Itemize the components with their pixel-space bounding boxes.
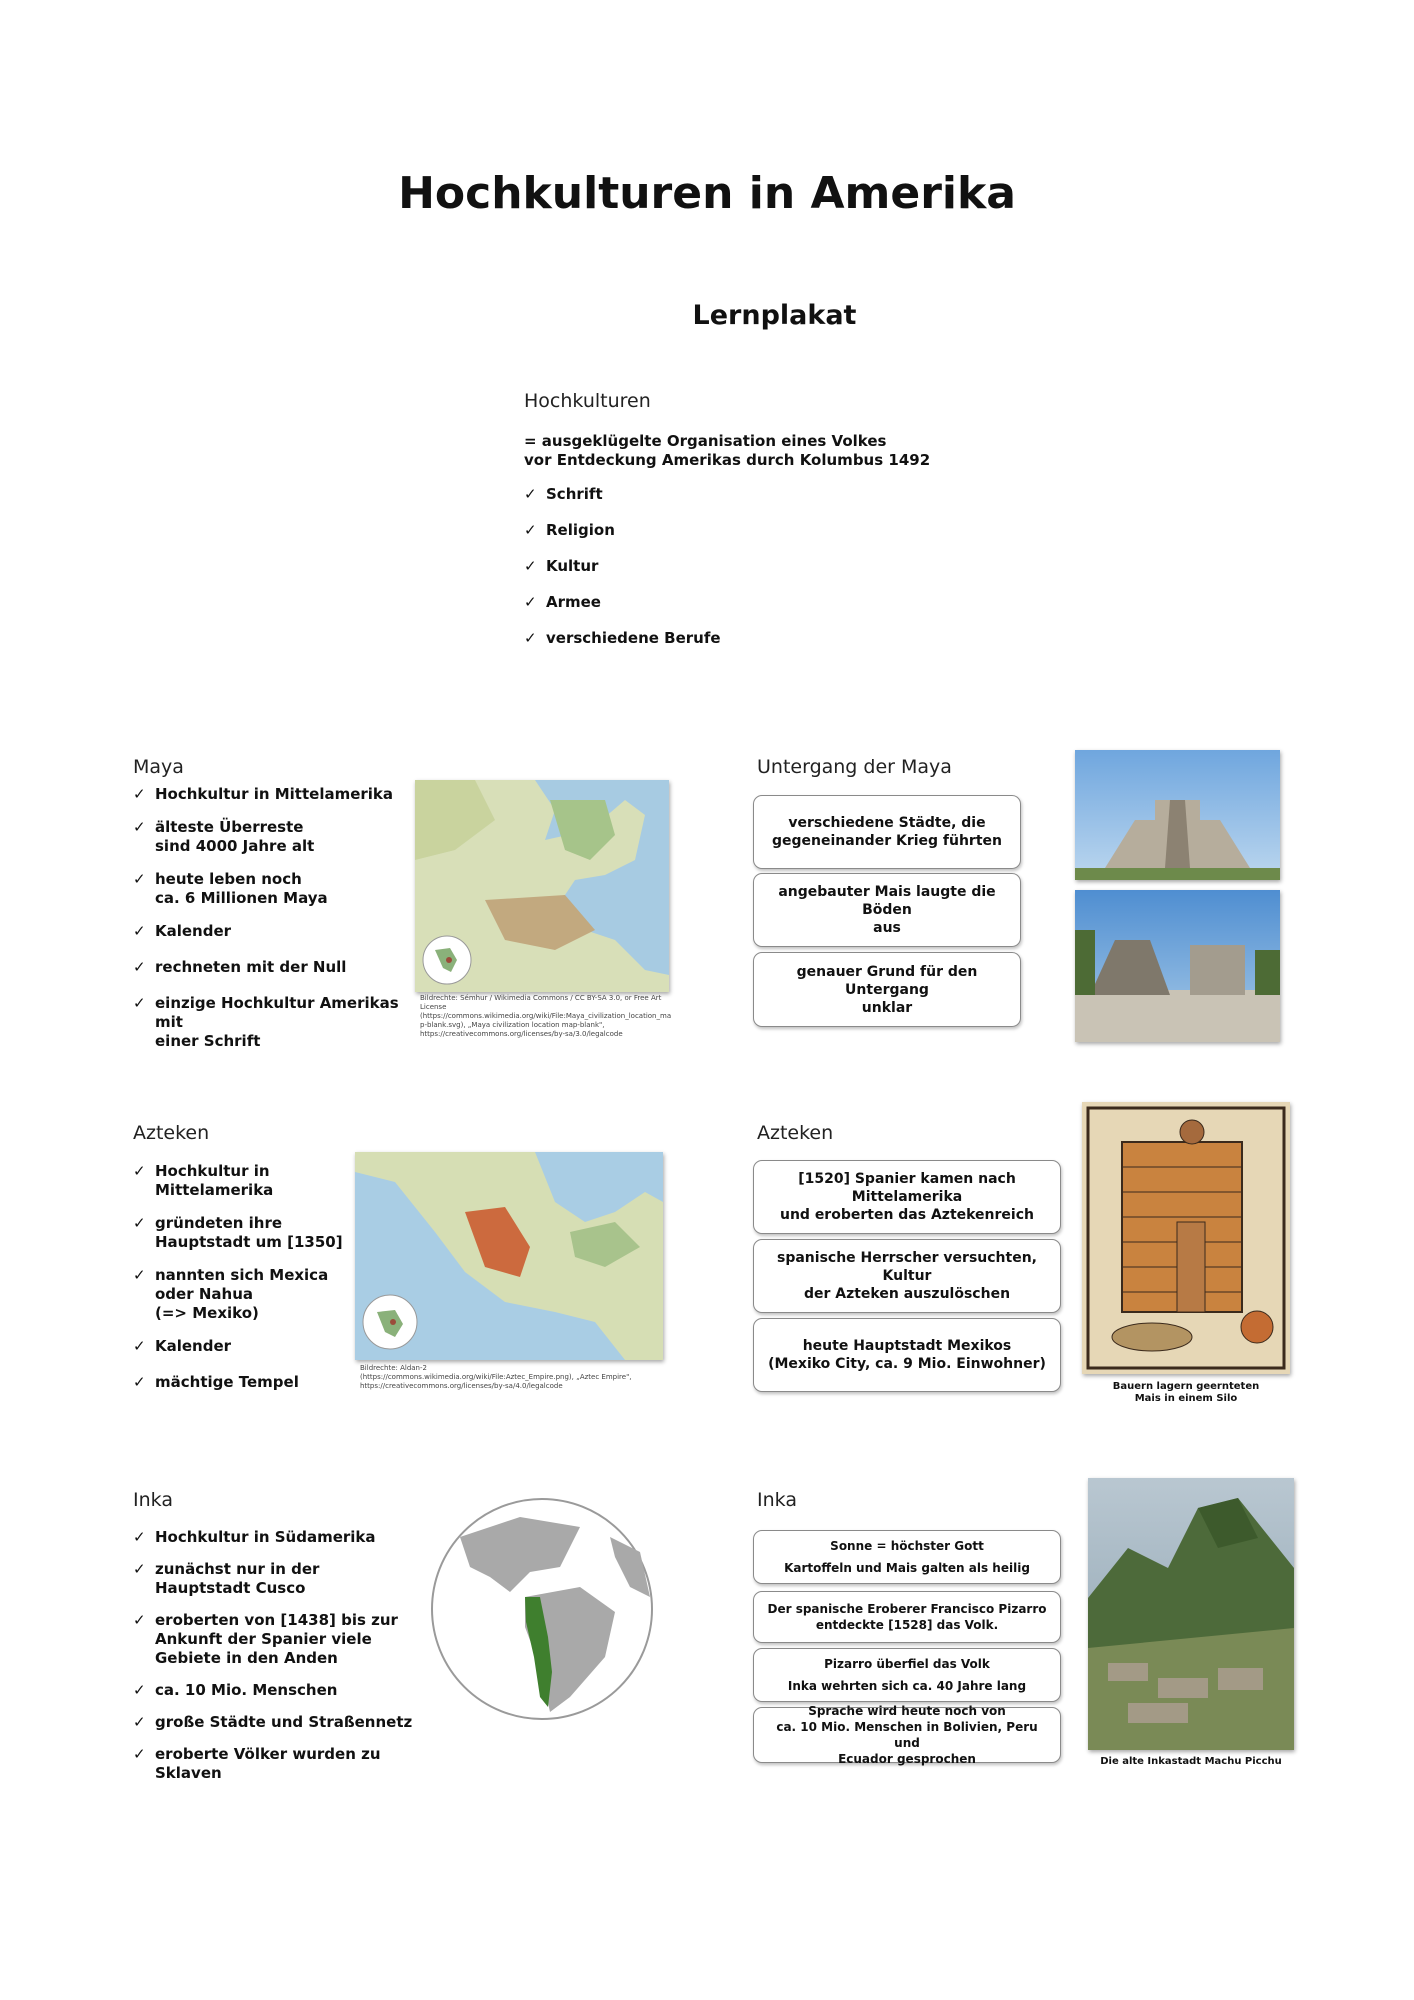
check-icon: ✓ — [524, 521, 537, 539]
inca-right-heading: Inka — [757, 1489, 797, 1511]
check-icon: ✓ — [133, 1681, 146, 1699]
maya-fall-heading: Untergang der Maya — [757, 756, 952, 778]
list-item: ✓ älteste Überreste sind 4000 Jahre alt — [133, 818, 315, 855]
check-icon: ✓ — [524, 629, 537, 647]
list-item: ✓ mächtige Tempel — [133, 1373, 299, 1391]
check-icon: ✓ — [133, 1214, 146, 1232]
list-item: ✓ Hochkultur in Südamerika — [133, 1528, 376, 1546]
list-item: ✓ verschiedene Berufe — [524, 629, 721, 647]
inca-globe — [430, 1497, 655, 1722]
inca-box-text: Inka wehrten sich ca. 40 Jahre lang — [787, 1679, 1027, 1693]
check-icon: ✓ — [133, 1266, 146, 1284]
list-item: ✓ rechneten mit der Null — [133, 958, 347, 976]
list-item: ✓ Kultur — [524, 557, 599, 575]
page-subtitle: Lernplakat — [692, 300, 857, 331]
inca-box-attack — [753, 1648, 1061, 1702]
aztec-box: spanische Herrscher versuchten, Kultur der Azteken auszulöschen — [753, 1239, 1061, 1313]
intro-list — [524, 485, 721, 648]
inca-list — [133, 1528, 433, 1783]
check-icon: ✓ — [133, 1611, 146, 1629]
codex-image — [1082, 1102, 1290, 1374]
check-icon: ✓ — [133, 1528, 146, 1546]
aztec-map — [355, 1152, 663, 1360]
inca-box-religion — [753, 1530, 1061, 1584]
check-icon: ✓ — [133, 785, 146, 803]
list-item: ✓ zunächst nur in der Hauptstadt Cusco — [133, 1560, 320, 1597]
check-icon: ✓ — [133, 1713, 146, 1731]
definition-line-1: = ausgeklügelte Organisation eines Volkes — [524, 432, 887, 450]
inca-box-pizarro: Der spanische Eroberer Francisco Pizarro entdeckte [1528] das Volk. — [753, 1591, 1061, 1643]
maya-fall-box: genauer Grund für den Untergang unklar — [753, 952, 1021, 1027]
aztec-box: [1520] Spanier kamen nach Mittelamerika und eroberten das Aztekenreich — [753, 1160, 1061, 1234]
intro-heading: Hochkulturen — [524, 390, 651, 412]
machu-picchu-photo — [1088, 1478, 1294, 1750]
inca-box-text: Sonne = höchster Gott — [830, 1539, 984, 1553]
check-icon: ✓ — [524, 593, 537, 611]
list-item: ✓ einzige Hochkultur Amerikas mit einer Schrift — [133, 994, 399, 1050]
check-icon: ✓ — [133, 1560, 146, 1578]
check-icon: ✓ — [524, 485, 537, 503]
maya-map — [415, 780, 669, 992]
definition-line-2: vor Entdeckung Amerikas durch Kolumbus 1492 — [524, 451, 931, 469]
list-item: ✓ große Städte und Straßennetz — [133, 1713, 413, 1731]
aztec-right-heading: Azteken — [757, 1122, 834, 1144]
list-item: ✓ eroberten von [1438] bis zur Ankunft der Spanier viele Gebiete in den Anden — [133, 1611, 398, 1667]
maya-heading: Maya — [133, 756, 184, 778]
check-icon: ✓ — [133, 958, 146, 976]
check-icon: ✓ — [133, 1745, 146, 1763]
list-item: ✓ Hochkultur in Mittelamerika — [133, 1162, 274, 1199]
intro-definition — [524, 432, 930, 470]
list-item: ✓ Hochkultur in Mittelamerika — [133, 785, 394, 803]
check-icon: ✓ — [133, 1373, 146, 1391]
maya-map-caption: Bildrechte: Sémhur / Wikimedia Commons / CC BY-SA 3.0, or Free Art License (https://commons.wikimedia.org/wiki/File:Maya_civilization_location_ma p-blank.svg), „Maya civilization location map-blank", https://creativecommons.org/licenses/by-sa/3.0/legalcode — [420, 994, 672, 1038]
page-title: Hochkulturen in Amerika — [398, 168, 1016, 219]
inca-box-language: Sprache wird heute noch von ca. 10 Mio. Menschen in Bolivien, Peru und Ecuador gesprochen — [753, 1707, 1061, 1763]
list-item: ✓ Schrift — [524, 485, 603, 503]
list-item: ✓ Kalender — [133, 1337, 232, 1355]
inca-box-text: Pizarro überfiel das Volk — [824, 1657, 990, 1671]
list-item: ✓ gründeten ihre Hauptstadt um [1350] — [133, 1214, 343, 1251]
check-icon: ✓ — [133, 994, 146, 1012]
check-icon: ✓ — [133, 922, 146, 940]
pyramid-photo — [1075, 750, 1280, 880]
maya-fall-box: angebauter Mais laugte die Böden aus — [753, 873, 1021, 947]
machu-picchu-caption: Die alte Inkastadt Machu Picchu — [1100, 1756, 1282, 1767]
aztec-box: heute Hauptstadt Mexikos (Mexiko City, ca. 9 Mio. Einwohner) — [753, 1318, 1061, 1392]
maya-fall-box: verschiedene Städte, die gegeneinander Krieg führten — [753, 795, 1021, 869]
inca-heading: Inka — [133, 1489, 173, 1511]
inca-box-text: Kartoffeln und Mais galten als heilig — [784, 1561, 1030, 1575]
list-item: ✓ eroberte Völker wurden zu Sklaven — [133, 1745, 381, 1782]
list-item: ✓ Armee — [524, 593, 601, 611]
list-item: ✓ nannten sich Mexica oder Nahua (=> Mexiko) — [133, 1266, 329, 1322]
list-item: ✓ ca. 10 Mio. Menschen — [133, 1681, 338, 1699]
maya-list — [133, 785, 423, 1051]
list-item: ✓ heute leben noch ca. 6 Millionen Maya — [133, 870, 328, 907]
codex-caption: Bauern lagern geernteten Mais in einem Silo — [1112, 1381, 1260, 1404]
check-icon: ✓ — [133, 818, 146, 836]
aztec-heading: Azteken — [133, 1122, 210, 1144]
ruins-photo — [1075, 890, 1280, 1042]
check-icon: ✓ — [133, 1337, 146, 1355]
list-item: ✓ Kalender — [133, 922, 232, 940]
aztec-map-caption: Bildrechte: Aldan-2 (https://commons.wikimedia.org/wiki/File:Aztec_Empire.png), „Aztec Empire", https://creativecommons.org/licenses/by-sa/4.0/legalcode — [360, 1364, 632, 1390]
check-icon: ✓ — [133, 1162, 146, 1180]
check-icon: ✓ — [524, 557, 537, 575]
check-icon: ✓ — [133, 870, 146, 888]
list-item: ✓ Religion — [524, 521, 615, 539]
aztec-list — [133, 1162, 353, 1392]
